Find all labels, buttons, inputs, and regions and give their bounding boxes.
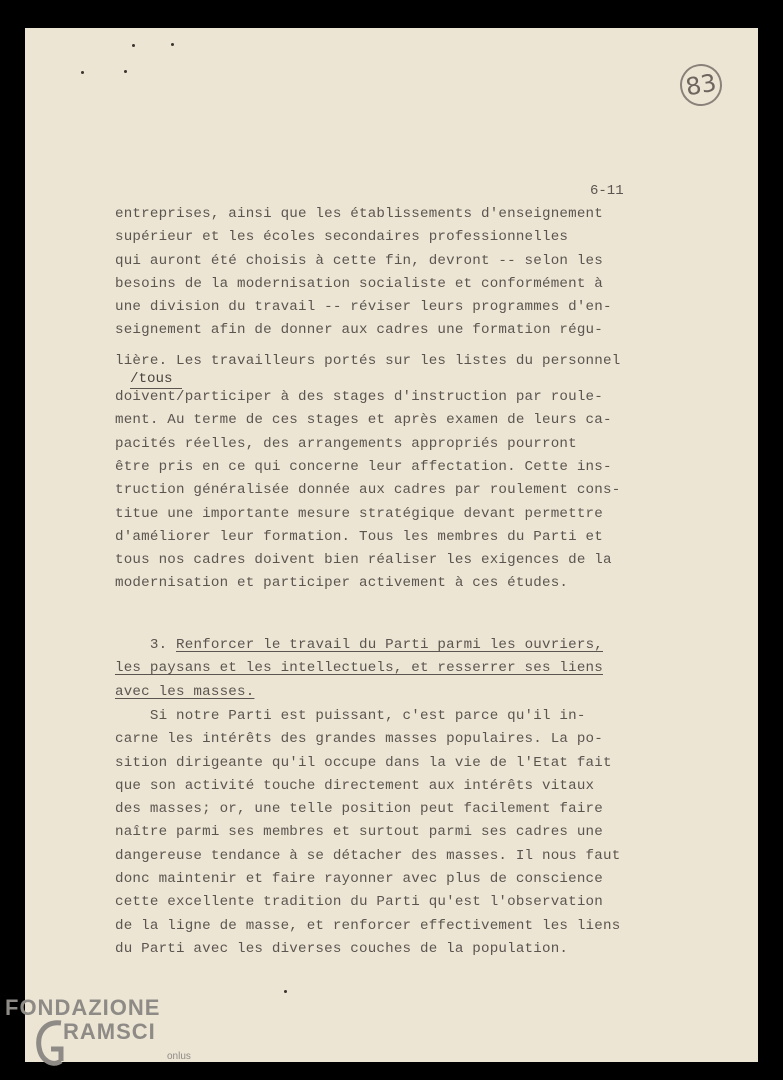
- paragraph-1: [115, 203, 675, 596]
- text-line: des masses; or, une telle position peut facilement faire: [115, 801, 603, 818]
- text-line: truction généralisée donnée aux cadres par roulement cons-: [115, 482, 621, 499]
- text-line: ment. Au terme de ces stages et après examen de leurs ca-: [115, 412, 612, 429]
- text-line: dangereuse tendance à se détacher des masses. Il nous faut: [115, 847, 621, 864]
- heading-line-2: les paysans et les intellectuels, et resserrer ses liens: [115, 660, 603, 677]
- text-line: sition dirigeante qu'il occupe dans la vie de l'Etat fait: [115, 754, 612, 771]
- heading-line-3: avec les masses.: [115, 683, 255, 700]
- g-swirl-icon: [35, 1017, 65, 1073]
- heading-text: Renforcer le travail du Parti parmi les ouvriers,: [176, 637, 603, 653]
- text-line: cette excellente tradition du Parti qu'est l'observation: [115, 894, 603, 911]
- text-line: du Parti avec les diverses couches de la population.: [115, 940, 569, 957]
- text-line: titue une importante mesure stratégique devant permettre: [115, 505, 603, 522]
- text-line: entreprises, ainsi que les établissements d'enseignement: [115, 206, 603, 222]
- text-line: d'améliorer leur formation. Tous les membres du Parti et: [115, 528, 603, 545]
- heading-number: 3.: [149, 637, 168, 653]
- section-heading: [115, 634, 675, 704]
- speck: [171, 43, 174, 46]
- reference-number: 6-11: [590, 183, 624, 199]
- text-line: une division du travail -- réviser leurs programmes d'en-: [115, 299, 612, 316]
- page-number-stamp: 83: [677, 61, 726, 110]
- watermark-line-3: onlus: [167, 1051, 191, 1062]
- text-line: pacités réelles, des arrangements appropriés pourront: [115, 435, 577, 452]
- insertion-underline: [130, 388, 182, 389]
- text-line: qui auront été choisis à cette fin, devront -- selon les: [115, 252, 603, 269]
- watermark-line-1: FONDAZIONE: [5, 995, 161, 1020]
- speck: [81, 71, 84, 74]
- text-line: tous nos cadres doivent bien réaliser les exigences de la: [115, 552, 612, 569]
- speck: [284, 990, 287, 993]
- text-line: seignement afin de donner aux cadres une formation régu-: [115, 322, 603, 339]
- text-line: que son activité touche directement aux intérêts vitaux: [115, 777, 595, 794]
- text-line: modernisation et participer activement à ces études.: [115, 575, 569, 592]
- text-line: Si notre Parti est puissant, c'est parce qu'il in-: [115, 708, 586, 724]
- speck: [132, 44, 135, 47]
- speck: [124, 70, 127, 73]
- handwritten-insertion: /tous: [130, 371, 173, 387]
- watermark-line-2: RAMSCI: [63, 1019, 156, 1044]
- text-line: besoins de la modernisation socialiste et conformément à: [115, 275, 603, 292]
- text-line: doivent/participer à des stages d'instruction par roule-: [115, 389, 603, 406]
- text-line: lière. Les travailleurs portés sur les listes du personnel: [115, 352, 621, 369]
- text-line: supérieur et les écoles secondaires professionnelles: [115, 229, 569, 246]
- text-line: de la ligne de masse, et renforcer effectivement les liens: [115, 917, 621, 934]
- paragraph-2: [115, 705, 675, 961]
- text-line: naître parmi ses membres et surtout parmi ses cadres une: [115, 824, 603, 841]
- fondazione-gramsci-watermark: [5, 995, 195, 1075]
- text-line: donc maintenir et faire rayonner avec plus de conscience: [115, 871, 603, 888]
- text-line: carne les intérêts des grandes masses populaires. La po-: [115, 731, 603, 748]
- text-line: être pris en ce qui concerne leur affectation. Cette ins-: [115, 458, 612, 475]
- heading-line-1: [115, 634, 675, 657]
